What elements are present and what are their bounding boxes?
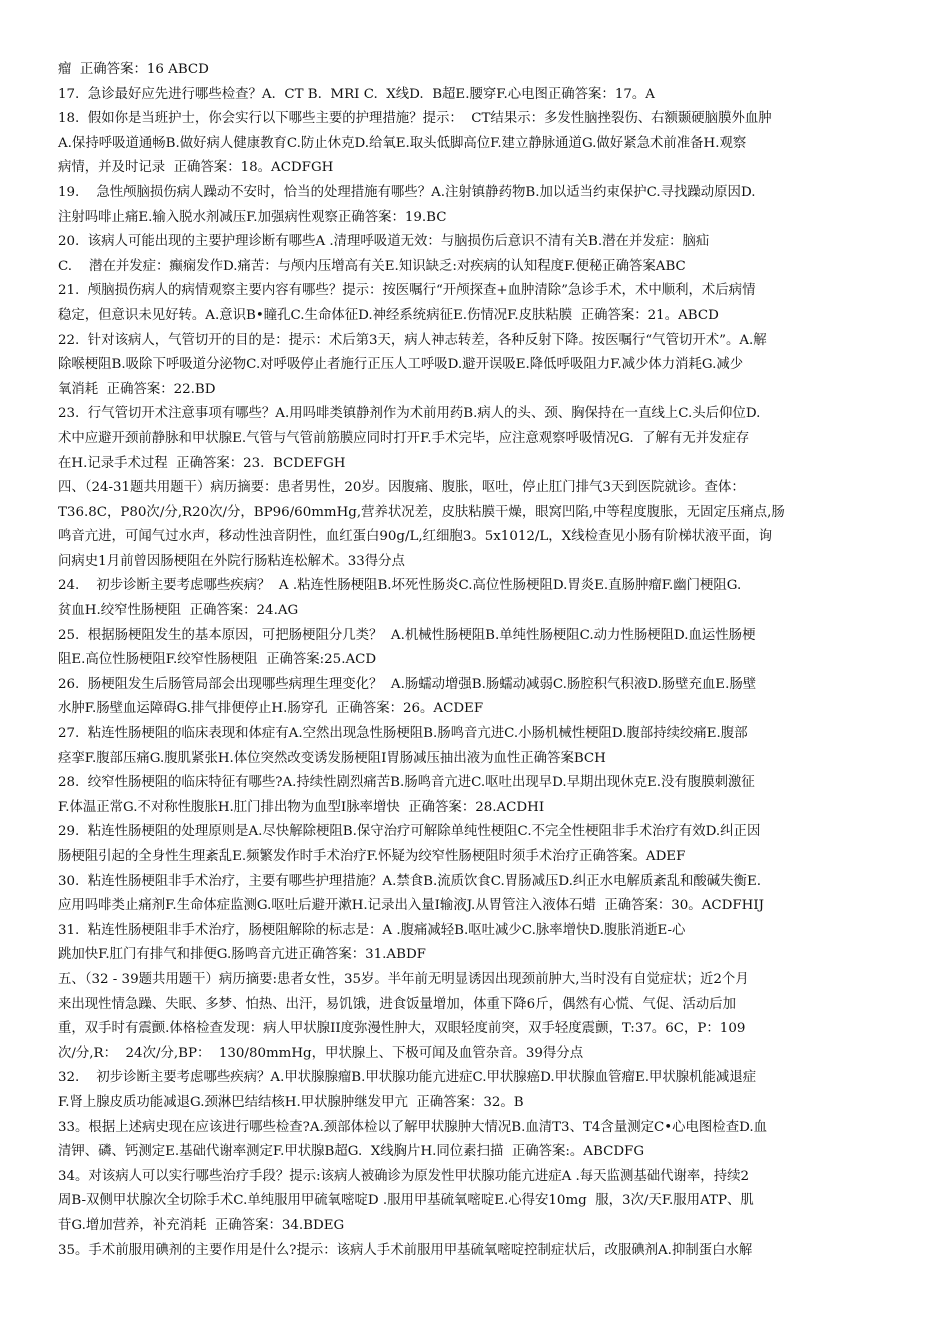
text-line: 鸣音亢进，可闻气过水声，移动性浊音阴性，血红蛋白90g/L,红细胞3。5x1012/L，X线检查见小肠有阶梯状液平面，询: [58, 529, 773, 545]
text-line: 33。根据上述病史现在应该进行哪些检查?A.颈部体检以了解甲状腺肿大情况B.血清T3、T4含量测定C•心电图检查D.血: [58, 1119, 767, 1135]
text-line: 清钾、磷、钙测定E.基础代谢率测定F.甲状腺B超G. X线胸片H.同位素扫描 正确答案:。ABCDFG: [58, 1144, 645, 1160]
text-line: 18. 假如你是当班护士，你会实行以下哪些主要的护理措施？提示： CT结果示：多发性脑挫裂伤、右额颞硬脑膜外血肿: [58, 111, 772, 127]
text-line: 31. 粘连性肠梗阻非手术治疗，肠梗阻解除的标志是：A .腹痛减轻B.呕吐减少C.脉率增快D.腹胀消逝E-心: [58, 922, 686, 938]
text-line: 20. 该病人可能出现的主要护理诊断有哪些A .清理呼吸道无效：与脑损伤后意识不清有关B.潜在并发症：脑疝: [58, 234, 710, 250]
text-line: 25. 根据肠梗阻发生的基本原因，可把肠梗阻分几类？ A.机械性肠梗阻B.单纯性肠梗阻C.动力性肠梗阻D.血运性肠梗: [58, 627, 756, 643]
text-line: 26. 肠梗阻发生后肠管局部会出现哪些病理生理变化？ A.肠蠕动增强B.肠蠕动减弱C.肠腔积气积液D.肠壁充血E.肠壁: [58, 676, 757, 692]
text-line: 19. 急性颅脑损伤病人躁动不安时，恰当的处理措施有哪些？A.注射镇静药物B.加以适当约束保护C.寻找躁动原因D.: [58, 184, 756, 200]
text-line: 重，双手时有震颤.体格检查发现：病人甲状腺II度弥漫性肿大，双眼轻度前突，双手轻度震颤，T:37。6C，P：109: [58, 1021, 746, 1037]
text-line: 肠梗阻引起的全身性生理紊乱E.频繁发作时手术治疗F.怀疑为绞窄性肠梗阻时须手术治疗正确答案。ADEF: [58, 849, 686, 864]
text-line: 34。对该病人可以实行哪些治疗手段？提示:该病人被确诊为原发性甲状腺功能亢进症A .每天监测基础代谢率，持续2: [58, 1168, 749, 1184]
text-line: 35。手术前服用碘剂的主要作用是什么?提示：该病人手术前服用甲基硫氧嘧啶控制症状后，改服碘剂A.抑制蛋白水解: [58, 1242, 753, 1258]
text-line: 周B-双侧甲状腺次全切除手术C.单纯服用甲硫氧嘧啶D .服用甲基硫氧嘧啶E.心得安10mg 服，3次/天F.服用ATP、肌: [58, 1193, 754, 1209]
text-line: 跳加快F.肛门有排气和排便G.肠鸣音亢进正确答案：31.ABDF: [58, 947, 426, 963]
text-line: 23. 行气管切开术注意事项有哪些？A.用吗啡类镇静剂作为术前用药B.病人的头、颈、胸保持在一直线上C.头后仰位D.: [58, 406, 761, 422]
text-line: 苷G.增加营养，补充消耗 正确答案：34.BDEG: [58, 1217, 345, 1233]
text-line: 注射吗啡止痛E.输入脱水剂减压F.加强病性观察正确答案：19.BC: [58, 209, 447, 225]
text-line: 病情，并及时记录 正确答案：18。ACDFGH: [58, 160, 334, 176]
text-line: 来出现性情急躁、失眠、多梦、怕热、出汗，易饥饿，进食饭量增加，体重下降6斤，偶然有心慌、气促、活动后加: [58, 996, 737, 1012]
text-line: 22. 针对该病人，气管切开的目的是：提示：术后第3天，病人神志转差，各种反射下降。按医嘱行“气管切开术”。A.解: [58, 332, 767, 348]
text-line: 氧消耗 正确答案：22.BD: [58, 381, 216, 397]
text-line: 30. 粘连性肠梗阻非手术治疗，主要有哪些护理措施？A.禁食B.流质饮食C.胃肠减压D.纠正水电解质紊乱和酸碱失衡E.: [58, 873, 761, 889]
text-line: 27. 粘连性肠梗阻的临床表现和体症有A.空然出现急性肠梗阻B.肠鸣音亢进C.小肠机械性梗阻D.腹部持续绞痛E.腹部: [58, 726, 748, 742]
text-line: 痉挛F.腹部压痛G.腹肌紧张H.体位突然改变诱发肠梗阻I胃肠减压抽出液为血性正确答案BCH: [58, 750, 606, 766]
text-line: 术中应避开颈前静脉和甲状腺E.气管与气管前筋膜应同时打开F.手术完毕，应注意观察呼吸情况G. 了解有无并发症存: [58, 430, 750, 446]
text-line: 24. 初步诊断主要考虑哪些疾病？ A .粘连性肠梗阻B.坏死性肠炎C.高位性肠梗阻D.胃炎E.直肠肿瘤F.幽门梗阻G.: [58, 578, 742, 594]
text-line: 四、（24-31题共用题干）病历摘要：患者男性，20岁。因腹痛、腹胀，呕吐，停止肛门排气3天到医院就诊。查体：: [58, 480, 745, 496]
document-text-body: [58, 58, 906, 1263]
text-line: 五、（32 - 39题共用题干）病历摘要:患者女性，35岁。半年前无明显诱因出现颈前肿大,当时没有自觉症状；近2个月: [58, 971, 749, 987]
text-line: 28. 绞窄性肠梗阻的临床特征有哪些?A.持续性剧烈痛苦B.肠鸣音亢进C.呕吐出现早D.早期出现休克E.没有腹膜刺激征: [58, 775, 755, 791]
text-line: 21. 颅脑损伤病人的病情观察主要内容有哪些？提示：按医嘱行“开颅探查+血肿清除”急诊手术，术中顺利，术后病情: [58, 283, 756, 299]
text-line: 次/分,R： 24次/分,BP： 130/80mmHg，甲状腺上、下极可闻及血管杂音。39得分点: [58, 1045, 584, 1061]
text-line: 稳定，但意识未见好转。A.意识B•瞳孔C.生命体征D.神经系统病征E.伤情况F.皮肤粘膜 正确答案：21。ABCD: [58, 307, 719, 323]
text-line: F.体温正常G.不对称性腹胀H.肛门排出物为血型I脉率增快 正确答案：28.ACDHI: [58, 799, 545, 815]
text-line: 17. 急诊最好应先进行哪些检查？A. CT B. MRI C. X线D. B超E.腰穿F.心电图正确答案：17。A: [58, 86, 655, 102]
text-line: 应用吗啡类止痛剂F.生命体症监测G.呕吐后避开漱H.记录出入量I输液J.从胃管注入液体石蜡 正确答案：30。ACDFHIJ: [58, 898, 764, 914]
text-line: 29. 粘连性肠梗阻的处理原则是A.尽快解除梗阻B.保守治疗可解除单纯性梗阻C.不完全性梗阻非手术治疗有效D.纠正因: [58, 824, 761, 840]
text-line: T36.8C，P80次/分,R20次/分，BP96/60mmHg,营养状况差，皮肤粘膜干燥，眼窝凹陷,中等程度腹胀，无固定压痛点,肠: [58, 504, 785, 520]
text-line: 在H.记录手术过程 正确答案：23. BCDEFGH: [58, 455, 346, 471]
text-line: 除喉梗阻B.吸除下呼吸道分泌物C.对呼吸停止者施行正压人工呼吸D.避开误吸E.降低呼吸阻力F.减少体力消耗G.减少: [58, 357, 744, 373]
text-line: A.保持呼吸道通畅B.做好病人健康教育C.防止休克D.给氧E.取头低脚高位F.建立静脉通道G.做好紧急术前准备H.观察: [58, 135, 747, 151]
text-line: 问病史1月前曾因肠梗阻在外院行肠粘连松解术。33得分点: [58, 553, 405, 569]
text-line: 32. 初步诊断主要考虑哪些疾病？A.甲状腺腺瘤B.甲状腺功能亢进症C.甲状腺癌D.甲状腺血管瘤E.甲状腺机能减退症: [58, 1070, 757, 1086]
text-line: F.肾上腺皮质功能减退G.颈淋巴结结核H.甲状腺肿继发甲亢 正确答案：32。B: [58, 1094, 524, 1110]
text-line: 瘤 正确答案：16 ABCD: [58, 62, 209, 77]
text-line: C. 潜在并发症：癫痫发作D.痛苦：与颅内压增高有关E.知识缺乏:对疾病的认知程度F.便秘正确答案ABC: [58, 258, 686, 274]
text-line: 水肿F.肠壁血运障碍G.排气排便停止H.肠穿孔 正确答案：26。ACDEF: [58, 701, 484, 717]
text-line: 贫血H.绞窄性肠梗阻 正确答案：24.AG: [58, 603, 299, 619]
text-line: 阻E.高位性肠梗阻F.绞窄性肠梗阻 正确答案:25.ACD: [58, 652, 377, 668]
